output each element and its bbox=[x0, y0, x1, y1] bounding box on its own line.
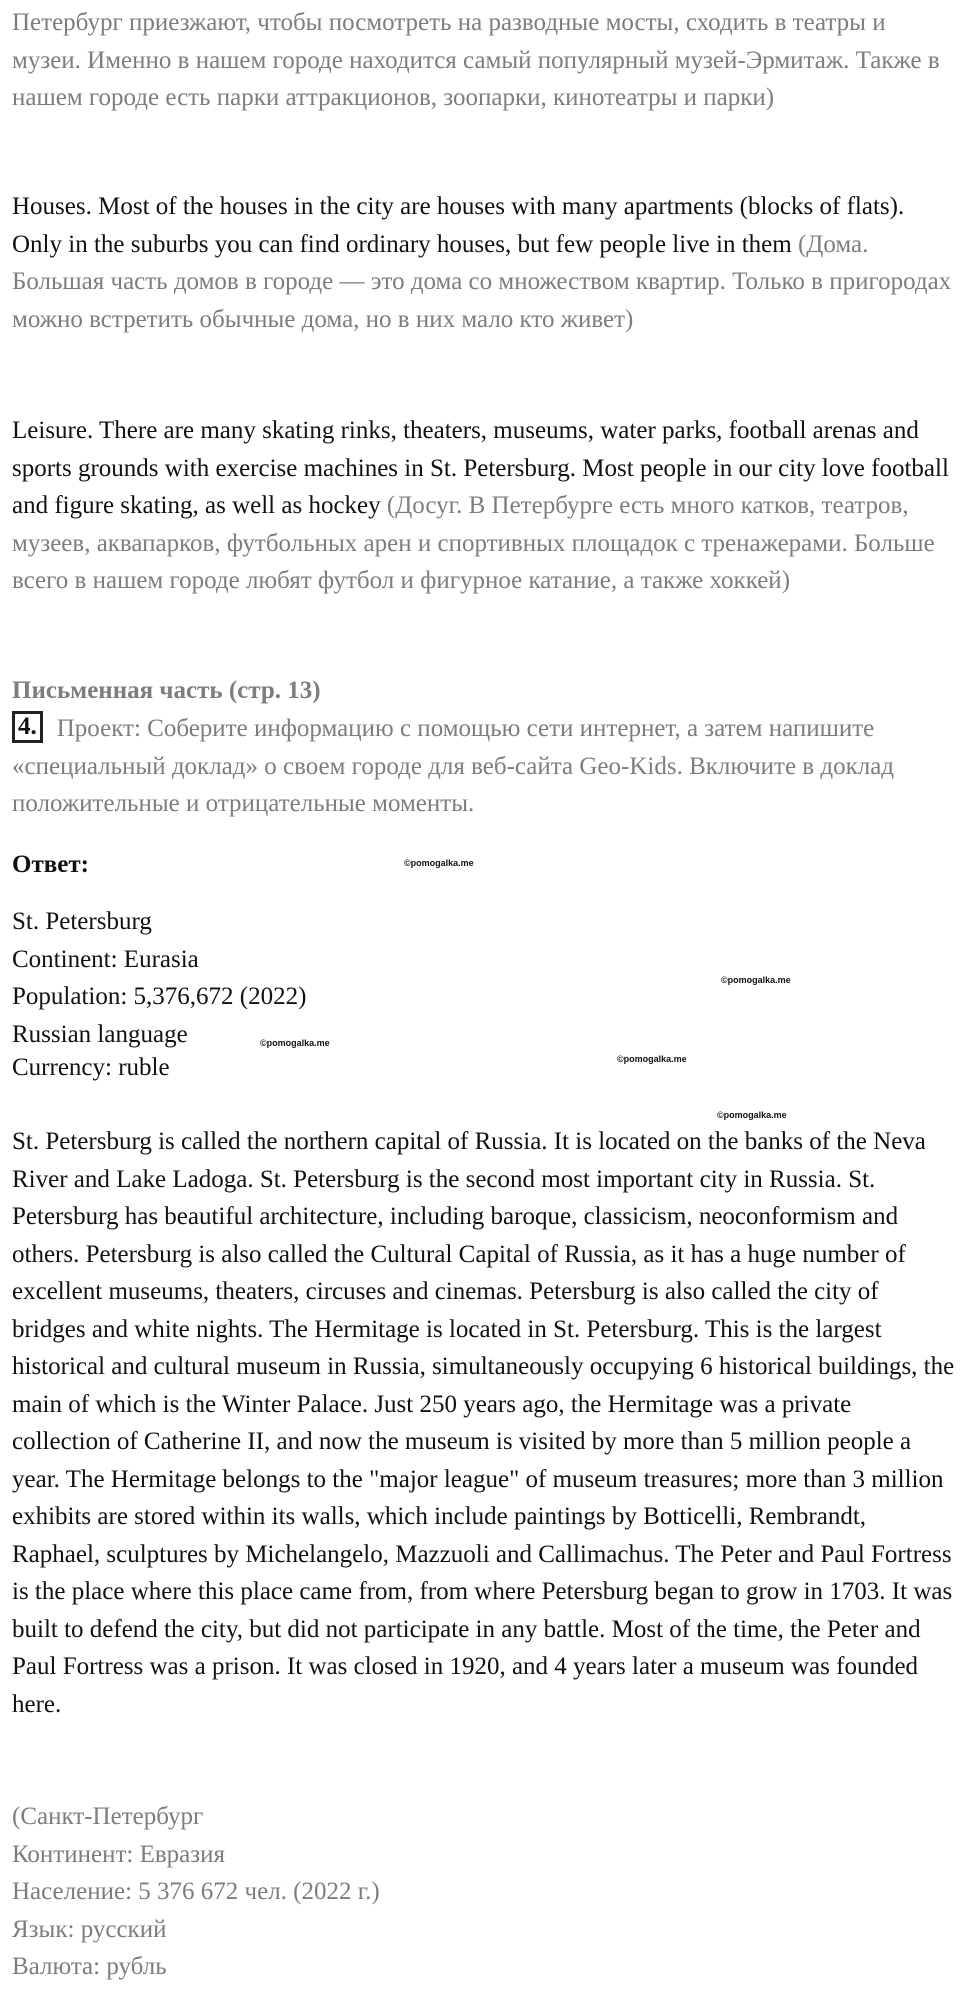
fact-continent: Continent: Eurasia bbox=[12, 945, 199, 973]
watermark: ©pomogalka.me bbox=[721, 975, 791, 985]
city-facts-en bbox=[12, 903, 306, 1086]
task-number-badge: 4. bbox=[12, 711, 43, 743]
houses-paragraph bbox=[12, 188, 956, 338]
fact-city-name: St. Petersburg bbox=[12, 908, 152, 935]
essay-paragraph: St. Petersburg is called the northern capital of Russia. It is located on the banks of the Neva River and Lake Ladoga. St. Petersburg is the second most important city in Russia. St. Petersburg has beautiful architecture, including baroque, classicism, neoconformism and others. Petersburg is also called the Cultural Capital of Russia, as it has a huge number of excellent museums, theaters, circuses and cinemas. Petersburg is also called the city of bridges and white nights. The Hermitage is located in St. Petersburg. This is the largest historical and cultural museum in Russia, simultaneously occupying 6 historical buildings, the main of which is the Winter Palace. Just 250 years ago, the Hermitage was a private collection of Catherine II, and now the museum is visited by more than 5 million people a year. The Hermitage belongs to the "major league" of museum treasures; more than 3 million exhibits are stored within its walls, which include paintings by Botticelli, Rembrandt, Raphael, sculptures by Michelangelo, Mazzuoli and Callimachus. The Peter and Paul Fortress is the place where this place came from, from where Petersburg began to grow in 1703. It was built to defend the city, but did not participate in any battle. Most of the time, the Peter and Paul Fortress was a prison. It was closed in 1920, and 4 years later a museum was founded here. bbox=[12, 1128, 955, 1718]
task-text: Проект: Соберите информацию с помощью сети интернет, а затем напишите «специальный доклад» о своем городе для веб-сайта Geo-Kids. Включите в доклад положительные и отрицательные моменты. bbox=[12, 715, 895, 817]
answer-label: Ответ: bbox=[12, 851, 89, 878]
city-facts-ru bbox=[12, 1798, 380, 1986]
fact-ru-language: Язык: русский bbox=[12, 1915, 167, 1943]
leisure-paragraph bbox=[12, 412, 956, 600]
intro-paragraph-ru: Петербург приезжают, чтобы посмотреть на разводные мосты, сходить в театры и музеи. Именно в нашем городе находится самый популярный музей-Эрмитаж. Также в нашем городе есть парки аттракционов, зоопарки, кинотеатры и парки) bbox=[12, 9, 940, 111]
watermark: ©pomogalka.me bbox=[404, 858, 474, 868]
fact-ru-continent: Континент: Евразия bbox=[12, 1840, 226, 1868]
houses-text-ru: (Дома. Большая часть домов в городе — это дома со множеством квартир. Только в пригородах можно встретить обычные дома, но в них мало кто живет) bbox=[12, 230, 952, 333]
fact-population: Population: 5,376,672 (2022) bbox=[12, 983, 307, 1010]
leisure-text-ru: (Досуг. В Петербурге есть много катков, театров, музеев, аквапарков, футбольных арен и спортивных площадок с тренажерами. Больше всего в нашем городе любят футбол и фигурное катание, а также хоккей) bbox=[12, 492, 935, 594]
fact-ru-city-name: (Санкт-Петербург bbox=[12, 1803, 204, 1830]
leisure-text-en: Leisure. There are many skating rinks, theaters, museums, water parks, football arenas and sports grounds with exercise machines in St. Petersburg. Most people in our city love football and figure skating, as well as hockey bbox=[12, 417, 949, 519]
fact-language: Russian language bbox=[12, 1020, 188, 1048]
task-paragraph bbox=[12, 710, 956, 823]
watermark: ©pomogalka.me bbox=[617, 1054, 687, 1064]
watermark: ©pomogalka.me bbox=[717, 1110, 787, 1120]
fact-ru-population: Население: 5 376 672 чел. (2022 г.) bbox=[12, 1878, 380, 1905]
fact-ru-currency: Валюта: рубль bbox=[12, 1953, 167, 1980]
fact-currency: Currency: ruble bbox=[12, 1053, 170, 1081]
section-heading: Письменная часть (стр. 13) bbox=[12, 677, 321, 704]
watermark: ©pomogalka.me bbox=[260, 1038, 330, 1048]
houses-text-en: Houses. Most of the houses in the city are houses with many apartments (blocks of flats). Only in the suburbs you can find ordinary houses, but few people live in them bbox=[12, 193, 905, 258]
